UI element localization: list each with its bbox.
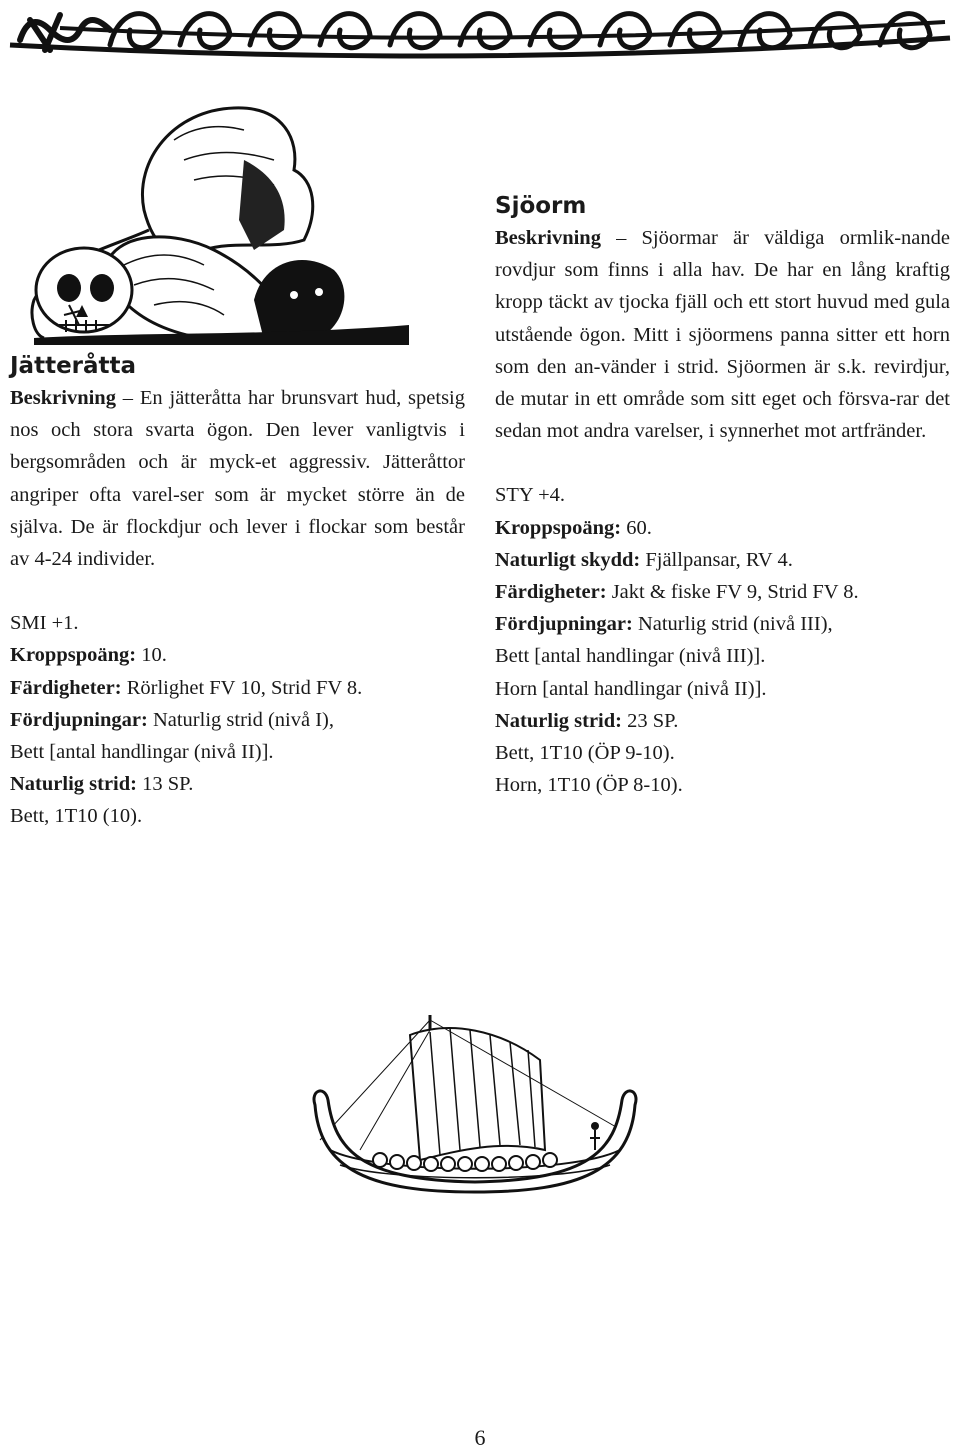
stat-line <box>10 607 465 639</box>
stat-line <box>10 800 465 832</box>
stat-line <box>495 608 950 640</box>
stat-value: 23 SP. <box>621 709 679 732</box>
entry-title: Sjöorm <box>495 193 587 219</box>
stat-value: SMI +1. <box>10 612 79 635</box>
stat-line <box>495 737 950 769</box>
stat-value: Bett [antal handlingar (nivå III)]. <box>495 645 766 668</box>
description-text: En jätteråtta har brunsvart hud, spetsig nos och stora svarta ögon. Den lever vanligtvis i bergsområden och är myck-et aggressiv. Jätteråttor angriper ofta varel-ser som är mycket större än de själva. De är flockdjur och lever i flockar som består av 4-24 individer. <box>10 387 465 571</box>
stat-line <box>495 673 950 705</box>
entry-title: Jätteråtta <box>10 353 137 379</box>
description: Beskrivning – Sjöormar är väldiga ormlik-nande rovdjur som finns i alla hav. De har en lång kraftig kropp täckt av tjocka fjäll och ett stort huvud med gula utstående ögon. Mitt i sjöormens panna sitter ett horn som den an-vänder i strid. Sjöormen är s.k. revirdjur, de mutar in ett område som sitt eget och försva-rar det sedan mot andra varelser, i synnerhet mot artfränder. <box>495 227 951 443</box>
entry-jatteratta <box>10 350 465 833</box>
stat-line <box>10 672 465 704</box>
stat-value: Horn, 1T10 (ÖP 8-10). <box>495 774 683 797</box>
stat-block <box>10 607 465 832</box>
stat-line <box>495 544 950 576</box>
stat-label: Naturligt skydd: <box>495 548 641 571</box>
stat-value: Jakt & fiske FV 9, Strid FV 8. <box>606 581 859 604</box>
description-label: Beskrivning <box>495 227 601 249</box>
stat-line <box>495 576 950 608</box>
stat-label: Kroppspoäng: <box>10 644 137 667</box>
stat-value: Bett, 1T10 (ÖP 9-10). <box>495 742 675 765</box>
description-label: Beskrivning <box>10 387 116 409</box>
stat-value: Bett [antal handlingar (nivå II)]. <box>10 741 274 764</box>
celtic-knot-band-icon <box>0 0 960 72</box>
stat-line <box>10 768 465 800</box>
stat-value: Fjällpansar, RV 4. <box>640 548 793 571</box>
stat-label: Fördjupningar: <box>495 613 633 636</box>
giant-rats-with-skull-icon <box>14 100 414 345</box>
stat-line <box>495 640 950 672</box>
stat-line <box>495 769 950 801</box>
viking-longship-icon <box>300 1010 650 1195</box>
stat-value: STY +4. <box>495 484 566 507</box>
stat-value: 10. <box>136 644 167 667</box>
description-text: Sjöormar är väldiga ormlik-nande rovdjur som finns i alla hav. De har en lång kraftig kropp täckt av tjocka fjäll och ett stort huvud med gula utstående ögon. Mitt i sjöormens panna sitter ett horn som den an-vänder i strid. Sjöormen är s.k. revirdjur, de mutar in ett område som sitt eget och försva-rar det sedan mot andra varelser, i synnerhet mot artfränder. <box>495 227 951 443</box>
stat-line <box>10 704 465 736</box>
stat-value: Bett, 1T10 (10). <box>10 805 143 828</box>
stat-label: Naturlig strid: <box>10 773 137 796</box>
stat-value: 60. <box>621 516 652 539</box>
stat-label: Kroppspoäng: <box>495 516 622 539</box>
page-number: 6 <box>474 1425 486 1450</box>
stat-block <box>495 479 950 801</box>
stat-line <box>495 705 950 737</box>
stat-value: Naturlig strid (nivå III), <box>632 613 833 636</box>
stat-value: 13 SP. <box>136 773 194 796</box>
stat-label: Naturlig strid: <box>495 709 622 732</box>
stat-line <box>10 639 465 671</box>
description: Beskrivning – En jätteråtta har brunsvart hud, spetsig nos och stora svarta ögon. Den lever vanligtvis i bergsområden och är myck-et aggressiv. Jätteråttor angriper ofta varel-ser som är mycket större än de själva. De är flockdjur och lever i flockar som består av 4-24 individer. <box>10 387 465 571</box>
stat-label: Fördjupningar: <box>10 708 148 731</box>
stat-line <box>495 512 950 544</box>
entry-sjoorm <box>495 190 950 801</box>
stat-line <box>495 479 950 511</box>
stat-value: Horn [antal handlingar (nivå II)]. <box>495 677 767 700</box>
stat-line <box>10 736 465 768</box>
stat-label: Färdigheter: <box>495 581 607 604</box>
stat-label: Färdigheter: <box>10 676 122 699</box>
stat-value: Rörlighet FV 10, Strid FV 8. <box>121 676 363 699</box>
stat-value: Naturlig strid (nivå I), <box>147 708 334 731</box>
